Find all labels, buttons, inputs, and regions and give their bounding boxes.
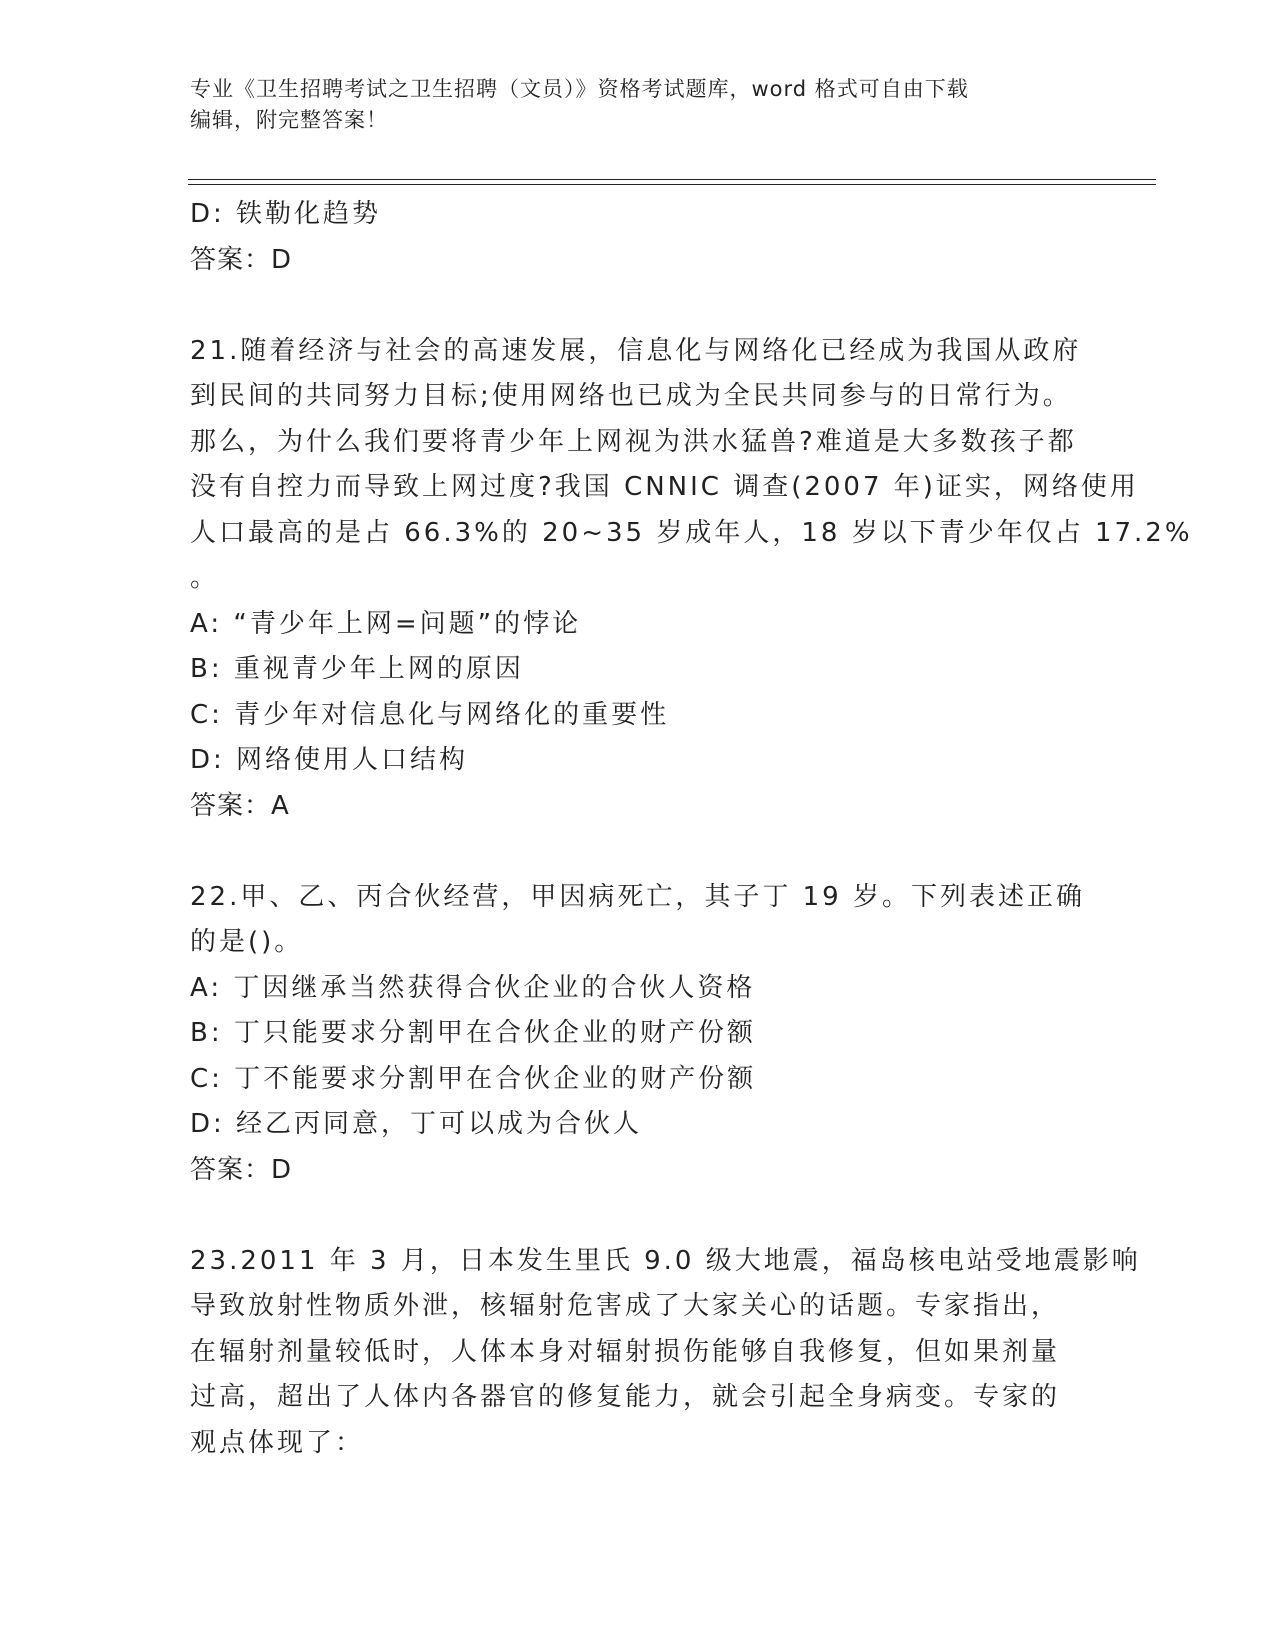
q21-stem-line: 。 [190, 563, 220, 593]
q21-stem-line: 那么，为什么我们要将青少年上网视为洪水猛兽?难道是大多数孩子都 [190, 426, 1077, 457]
spacer [190, 283, 1095, 329]
q21-option-d: D: 网络使用人口结构 [190, 745, 469, 775]
q22-option-b: B: 丁只能要求分割甲在合伙企业的财产份额 [190, 1018, 756, 1048]
header-line-1: 专业《卫生招聘考试之卫生招聘（文员）》资格考试题库，word 格式可自由下载 [190, 77, 969, 101]
spacer [190, 829, 1095, 875]
q21-stem-line: 到民间的共同努力目标;使用网络也已成为全民共同参与的日常行为。 [190, 381, 1072, 411]
q22-answer: 答案：D [190, 1154, 293, 1185]
q22-stem-line: 22.甲、乙、丙合伙经营，甲因病死亡，其子丁 19 岁。下列表述正确 [190, 881, 1085, 912]
q21-answer: 答案：A [190, 790, 290, 821]
q23-stem-line: 导致放射性物质外泄，核辐射危害成了大家关心的话题。专家指出， [190, 1291, 1061, 1321]
q22-option-a: A: 丁因继承当然获得合伙企业的合伙人资格 [190, 972, 756, 1003]
q21-stem-line: 21.随着经济与社会的高速发展，信息化与网络化已经成为我国从政府 [190, 335, 1082, 366]
q21-stem-line: 人口最高的是占 66.3%的 20~35 岁成年人，18 岁以下青少年仅占 17.2% [190, 517, 1193, 548]
q22-option-c: C: 丁不能要求分割甲在合伙企业的财产份额 [190, 1063, 757, 1094]
spacer [190, 1193, 1095, 1239]
document-body [190, 192, 1193, 1466]
header-rule-top [188, 179, 1156, 180]
q21-option-c: C: 青少年对信息化与网络化的重要性 [190, 699, 670, 730]
q23-stem-line: 观点体现了： [190, 1427, 365, 1458]
q22-stem-line: 的是()。 [190, 927, 304, 957]
q21-option-b: B: 重视青少年上网的原因 [190, 654, 524, 684]
header-line-2: 编辑，附完整答案！ [190, 108, 388, 132]
q22-option-d: D: 经乙丙同意，丁可以成为合伙人 [190, 1109, 643, 1139]
header-rule-bottom [188, 184, 1156, 185]
prev-option-d: D: 铁勒化趋势 [190, 199, 382, 229]
q23-stem-line: 23.2011 年 3 月，日本发生里氏 9.0 级大地震，福岛核电站受地震影响 [190, 1245, 1141, 1276]
q21-option-a: A: “青少年上网=问题”的悖论 [190, 608, 582, 639]
document-header [190, 74, 1070, 136]
q23-stem-line: 过高，超出了人体内各器官的修复能力，就会引起全身病变。专家的 [190, 1382, 1061, 1412]
q21-stem-line: 没有自控力而导致上网过度?我国 CNNIC 调查(2007 年)证实，网络使用 [190, 472, 1139, 502]
prev-answer: 答案：D [190, 244, 293, 275]
q23-stem-line: 在辐射剂量较低时，人体本身对辐射损伤能够自我修复，但如果剂量 [190, 1336, 1061, 1367]
